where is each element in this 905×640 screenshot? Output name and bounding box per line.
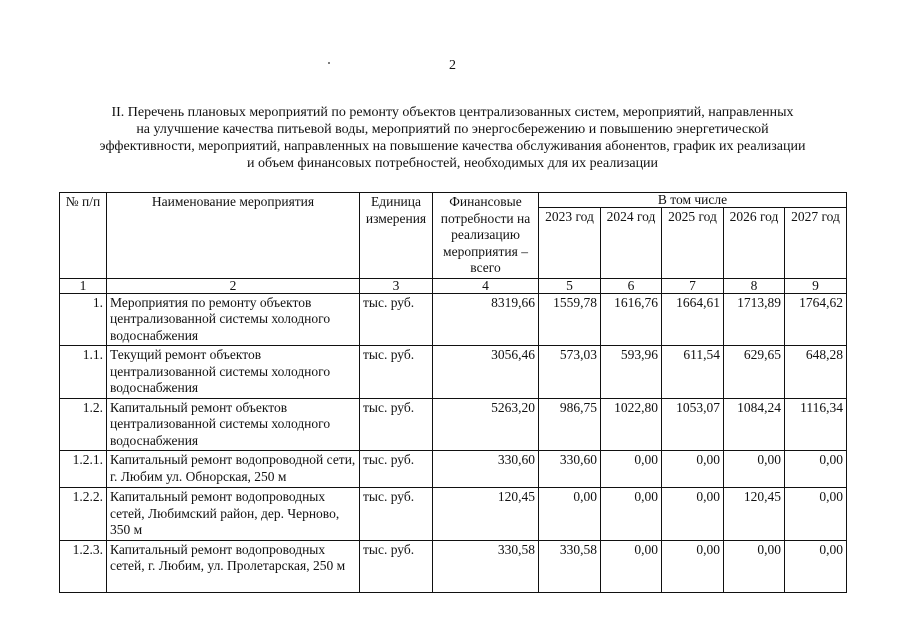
row-total: 5263,20 [433,398,539,451]
row-value-2027: 1116,34 [785,398,847,451]
row-value-2025: 0,00 [662,451,724,488]
header-row [60,193,847,208]
row-value-2026: 120,45 [724,488,785,541]
row-total: 330,58 [433,540,539,592]
row-number: 1. [60,293,107,346]
header-finance: Финансовые потребности на реализацию мероприятия – всего [433,193,539,279]
row-number: 1.1. [60,346,107,399]
row-value-2023: 986,75 [539,398,601,451]
row-name: Капитальный ремонт объектов централизованной системы холодного водоснабжения [107,398,360,451]
header-incl: В том числе [539,193,847,208]
row-value-2026: 0,00 [724,451,785,488]
row-name: Капитальный ремонт водопроводных сетей, г. Любим, ул. Пролетарская, 250 м [107,540,360,592]
col-number: 2 [107,278,360,293]
row-unit: тыс. руб. [360,398,433,451]
row-number: 1.2.3. [60,540,107,592]
row-value-2024: 1022,80 [601,398,662,451]
header-year: 2024 год [601,208,662,279]
col-number: 3 [360,278,433,293]
row-unit: тыс. руб. [360,293,433,346]
row-value-2024: 0,00 [601,488,662,541]
col-number: 4 [433,278,539,293]
row-value-2026: 1084,24 [724,398,785,451]
col-number: 6 [601,278,662,293]
row-value-2027: 0,00 [785,488,847,541]
table-row [60,451,847,488]
row-unit: тыс. руб. [360,346,433,399]
row-name: Текущий ремонт объектов централизованной системы холодного водоснабжения [107,346,360,399]
row-value-2025: 0,00 [662,540,724,592]
table-row [60,398,847,451]
scan-speck [328,62,330,64]
heading-line: на улучшение качества питьевой воды, мероприятий по энергосбережению и повышению энергетической [136,122,769,137]
row-value-2023: 330,58 [539,540,601,592]
row-unit: тыс. руб. [360,540,433,592]
header-year: 2023 год [539,208,601,279]
header-year: 2027 год [785,208,847,279]
row-value-2027: 0,00 [785,451,847,488]
heading-line: эффективности, мероприятий, направленных на повышение качества обслуживания абонентов, график их реализации [99,139,806,154]
row-value-2025: 1664,61 [662,293,724,346]
row-value-2024: 0,00 [601,540,662,592]
row-value-2024: 0,00 [601,451,662,488]
row-value-2023: 573,03 [539,346,601,399]
col-number: 9 [785,278,847,293]
row-total: 120,45 [433,488,539,541]
header-year: 2026 год [724,208,785,279]
row-name: Капитальный ремонт водопроводных сетей, Любимский район, дер. Черново, 350 м [107,488,360,541]
table-row [60,293,847,346]
col-number: 8 [724,278,785,293]
row-value-2023: 1559,78 [539,293,601,346]
row-total: 330,60 [433,451,539,488]
row-value-2027: 648,28 [785,346,847,399]
row-number: 1.2.2. [60,488,107,541]
table-body [60,293,847,592]
plan-table [59,192,847,593]
header-num: № п/п [60,193,107,279]
row-value-2026: 1713,89 [724,293,785,346]
row-number: 1.2. [60,398,107,451]
row-value-2027: 1764,62 [785,293,847,346]
row-value-2024: 593,96 [601,346,662,399]
table-row [60,540,847,592]
header-year: 2025 год [662,208,724,279]
column-numbers-row [60,278,847,293]
row-total: 3056,46 [433,346,539,399]
section-heading [60,104,845,172]
header-name: Наименование мероприятия [107,193,360,279]
col-number: 5 [539,278,601,293]
row-name: Капитальный ремонт водопроводной сети, г. Любим ул. Обнорская, 250 м [107,451,360,488]
row-unit: тыс. руб. [360,451,433,488]
row-value-2026: 629,65 [724,346,785,399]
table-row [60,488,847,541]
col-number: 7 [662,278,724,293]
row-number: 1.2.1. [60,451,107,488]
heading-line: и объем финансовых потребностей, необходимых для их реализации [246,156,659,171]
heading-line: II. Перечень плановых мероприятий по ремонту объектов централизованных систем, мероприятий, направленных [111,105,794,120]
row-value-2025: 0,00 [662,488,724,541]
row-value-2023: 0,00 [539,488,601,541]
row-value-2027: 0,00 [785,540,847,592]
row-total: 8319,66 [433,293,539,346]
row-value-2026: 0,00 [724,540,785,592]
header-unit: Единица измерения [360,193,433,279]
row-value-2025: 1053,07 [662,398,724,451]
row-value-2025: 611,54 [662,346,724,399]
page-number: 2 [449,58,456,73]
table-row [60,346,847,399]
row-name: Мероприятия по ремонту объектов централизованной системы холодного водоснабжения [107,293,360,346]
row-value-2023: 330,60 [539,451,601,488]
col-number: 1 [60,278,107,293]
row-unit: тыс. руб. [360,488,433,541]
row-value-2024: 1616,76 [601,293,662,346]
